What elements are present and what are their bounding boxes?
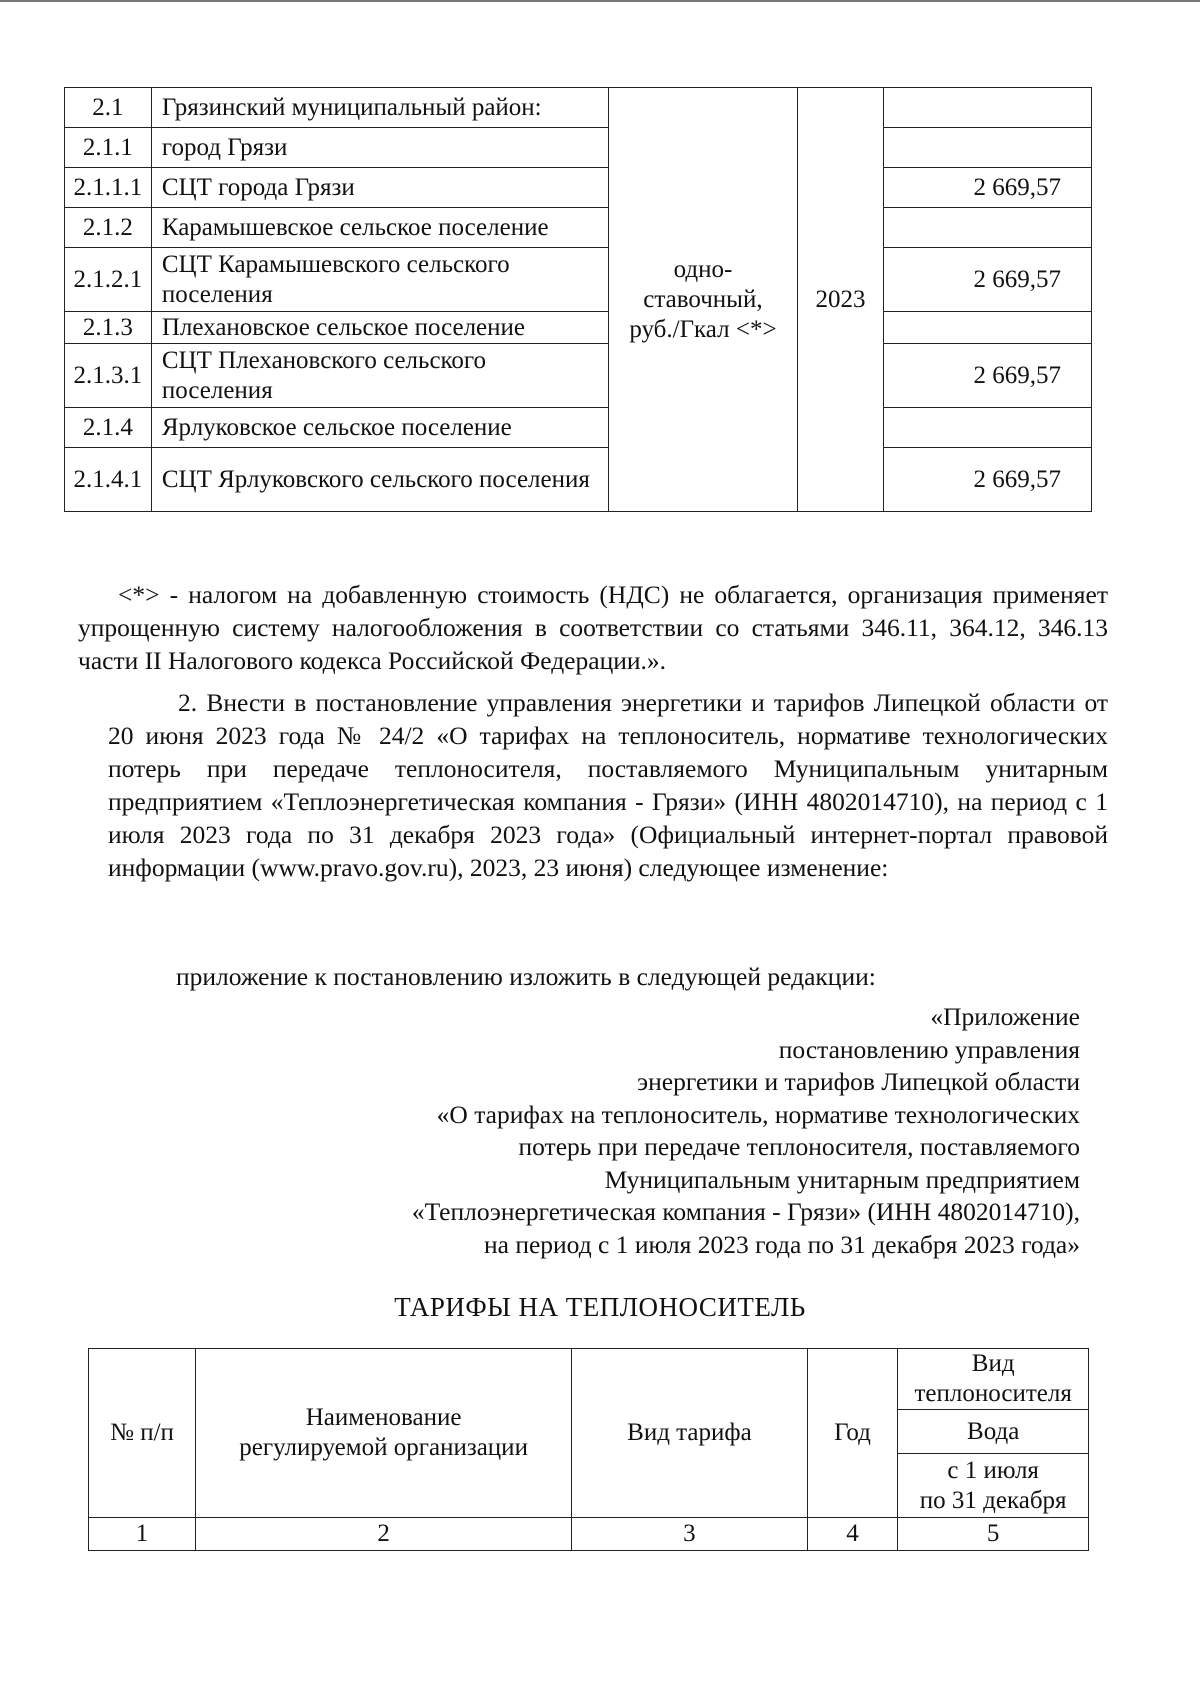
tariff-value: 2 669,57	[884, 168, 1092, 208]
tariff-kind-cell	[609, 88, 797, 512]
table-row	[65, 88, 1092, 128]
header-org-line: Наименование	[305, 1404, 462, 1431]
tariff-value	[884, 408, 1092, 448]
header-carrier-line: теплоносителя	[914, 1380, 1072, 1407]
index-row	[89, 1518, 1089, 1551]
row-number: 2.1.3	[65, 312, 152, 344]
tariff-value	[884, 128, 1092, 168]
appendix-header-line: потерь при передаче теплоносителя, поставляемого	[518, 1132, 1080, 1161]
table-row	[65, 168, 1092, 208]
row-number: 2.1.1.1	[65, 168, 152, 208]
tariff-kind-line: ставочный,	[643, 285, 763, 313]
tariff-kind-line: одно-	[673, 255, 733, 283]
table-row	[65, 344, 1092, 408]
top-rule	[0, 0, 1200, 2]
heat-carrier-tariff-table	[88, 1348, 1089, 1551]
header-org	[196, 1349, 572, 1518]
tariff-value: 2 669,57	[884, 344, 1092, 408]
tariff-value: 2 669,57	[884, 248, 1092, 312]
row-name: город Грязи	[151, 128, 608, 168]
header-org-line: регулируемой организации	[239, 1434, 528, 1461]
tariff-value	[884, 312, 1092, 344]
year-cell: 2023	[797, 88, 884, 512]
header-carrier-line: Вид	[971, 1350, 1015, 1377]
tariff-value	[884, 208, 1092, 248]
table-row	[65, 448, 1092, 512]
column-index: 2	[196, 1518, 572, 1551]
row-name: СЦТ Ярлуковского сельского поселения	[151, 448, 608, 512]
row-name: Карамышевское сельское поселение	[151, 208, 608, 248]
header-water: Вода	[898, 1410, 1089, 1454]
header-num: № п/п	[89, 1349, 196, 1518]
header-period-line: по 31 декабря	[919, 1486, 1067, 1514]
column-index: 4	[807, 1518, 898, 1551]
appendix-header-line: на период с 1 июля 2023 года по 31 декабря 2023 года»	[483, 1229, 1080, 1259]
row-name: Ярлуковское сельское поселение	[151, 408, 608, 448]
table-row	[65, 248, 1092, 312]
tariff-value: 2 669,57	[884, 448, 1092, 512]
table-row	[65, 408, 1092, 448]
table-row	[65, 128, 1092, 168]
tariffs-title: ТАРИФЫ НА ТЕПЛОНОСИТЕЛЬ	[394, 1292, 806, 1322]
appendix-header	[180, 1001, 1080, 1261]
row-number: 2.1.4.1	[65, 448, 152, 512]
table-row	[65, 312, 1092, 344]
header-period	[898, 1454, 1089, 1518]
appendix-header-line: Муниципальным унитарным предприятием	[604, 1164, 1080, 1194]
table-row	[65, 208, 1092, 248]
row-name: Плехановское сельское поселение	[151, 312, 608, 344]
vat-footnote: <*> - налогом на добавленную стоимость (НДС) не облагается, организация применяет упрощенную систему налогообложения в соответствии со статьями 346.11, 364.12, 346.13 части II Налогового кодекса Российской Федерации.».	[78, 580, 1108, 675]
row-name: СЦТ Плехановского сельского поселения	[151, 344, 608, 408]
header-year: Год	[807, 1349, 898, 1518]
tariff-table-continuation	[64, 87, 1092, 512]
header-period-line: с 1 июля	[947, 1456, 1039, 1484]
row-number: 2.1	[65, 88, 152, 128]
row-name: Грязинский муниципальный район:	[151, 88, 608, 128]
row-number: 2.1.4	[65, 408, 152, 448]
tariff-kind-line: руб./Гкал <*>	[629, 315, 777, 343]
appendix-header-line: энергетики и тарифов Липецкой области	[637, 1067, 1080, 1096]
appendix-header-line: «Теплоэнергетическая компания - Грязи» (ИНН 4802014710),	[411, 1197, 1080, 1226]
tariff-value	[884, 88, 1092, 128]
header-tariff-kind: Вид тарифа	[572, 1349, 807, 1518]
row-number: 2.1.1	[65, 128, 152, 168]
appendix-header-line: «Приложение	[930, 1002, 1080, 1031]
header-carrier	[898, 1349, 1089, 1410]
header-row	[89, 1349, 1089, 1410]
row-number: 2.1.2.1	[65, 248, 152, 312]
row-name: СЦТ Карамышевского сельского поселения	[151, 248, 608, 312]
amendment-paragraph: 2. Внести в постановление управления энергетики и тарифов Липецкой области от 20 июня 2023 года № 24/2 «О тарифах на теплоноситель, нормативе технологических потерь при передаче теплоносителя, поставляемого Муниципальным унитарным предприятием «Теплоэнергетическая компания - Грязи» (ИНН 4802014710), на период с 1 июля 2023 года по 31 декабря 2023 года» (Официальный интернет-портал правовой информации (www.pravo.gov.ru), 2023, 23 июня) следующее изменение:	[108, 688, 1108, 882]
row-number: 2.1.3.1	[65, 344, 152, 408]
appendix-header-line: «О тарифах на теплоноситель, нормативе технологических	[436, 1099, 1080, 1129]
column-index: 1	[89, 1518, 196, 1551]
column-index: 3	[572, 1518, 807, 1551]
appendix-header-line: постановлению управления	[778, 1034, 1080, 1064]
apply-instruction: приложение к постановлению изложить в следующей редакции:	[176, 962, 876, 991]
row-name: СЦТ города Грязи	[151, 168, 608, 208]
row-number: 2.1.2	[65, 208, 152, 248]
column-index: 5	[898, 1518, 1089, 1551]
